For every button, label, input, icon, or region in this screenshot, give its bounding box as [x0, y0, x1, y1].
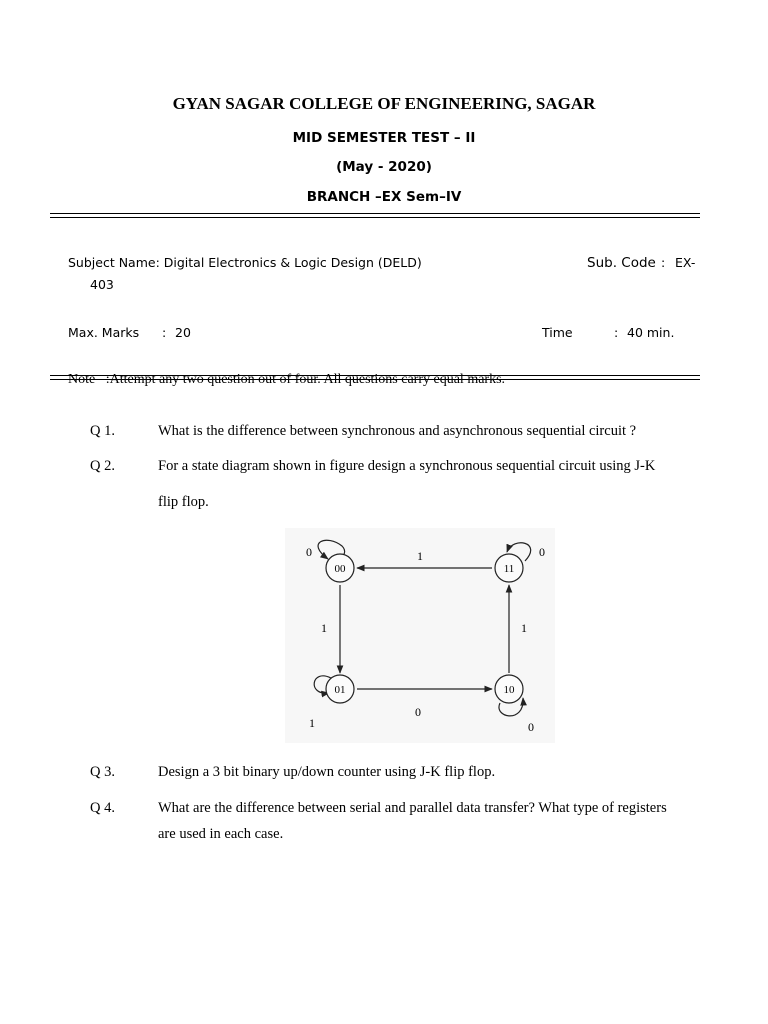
college-name: GYAN SAGAR COLLEGE OF ENGINEERING, SAGAR — [172, 94, 596, 113]
question-number-4: Q 4. — [90, 800, 115, 816]
label-self-11: 0 — [539, 545, 545, 559]
session: (May - 2020) — [336, 159, 432, 175]
note-divider-bottom — [50, 379, 700, 380]
note: Note :Attempt any two question out of four. All questions carry equal marks. — [68, 372, 506, 387]
sub-code-separator: : — [661, 255, 666, 270]
question-text-3: Design a 3 bit binary up/down counter using J-K flip flop. — [158, 764, 496, 780]
state-00-label: 00 — [334, 563, 346, 575]
question-number-1: Q 1. — [90, 423, 115, 439]
time-value: 40 min. — [627, 325, 675, 340]
label-self-01: 1 — [309, 716, 315, 730]
time-label: Time — [542, 325, 573, 340]
time-separator: : — [614, 325, 619, 340]
question-text-2-line-2: flip flop. — [158, 494, 209, 510]
sub-code-label: Sub. Code — [587, 255, 656, 271]
question-text-4-line-2: are used in each case. — [158, 826, 284, 842]
question-text-1: What is the difference between synchronous and asynchronous sequential circuit ? — [158, 423, 637, 439]
sub-code-value-continued: 403 — [90, 277, 114, 292]
subject-name: Subject Name: Digital Electronics & Logic Design (DELD) — [68, 255, 422, 270]
question-text-4-line-1: What are the difference between serial and parallel data transfer? What type of registers — [158, 800, 667, 816]
label-self-10: 0 — [528, 720, 534, 734]
state-diagram — [285, 528, 555, 743]
header-divider-top — [50, 213, 700, 214]
question-text-2-line-1: For a state diagram shown in figure design a synchronous sequential circuit using J-K — [158, 458, 656, 474]
label-10-to-11: 1 — [521, 621, 527, 635]
max-marks-separator: : — [162, 325, 167, 340]
label-01-to-10: 0 — [415, 705, 421, 719]
state-01-label: 01 — [334, 684, 346, 696]
state-11-label: 11 — [503, 563, 515, 575]
header-divider-bottom — [50, 217, 700, 218]
sub-code-value: EX- — [675, 255, 696, 270]
branch-semester: BRANCH –EX Sem–IV — [306, 189, 462, 205]
label-self-00: 0 — [306, 545, 312, 559]
test-title: MID SEMESTER TEST – II — [292, 130, 476, 146]
state-10-label: 10 — [503, 684, 515, 696]
question-number-2: Q 2. — [90, 458, 115, 474]
label-11-to-00: 1 — [417, 549, 423, 563]
label-00-to-01: 1 — [321, 621, 327, 635]
max-marks-label: Max. Marks — [68, 325, 140, 340]
question-number-3: Q 3. — [90, 764, 115, 780]
note-divider-top — [50, 375, 700, 376]
max-marks-value: 20 — [175, 325, 191, 340]
